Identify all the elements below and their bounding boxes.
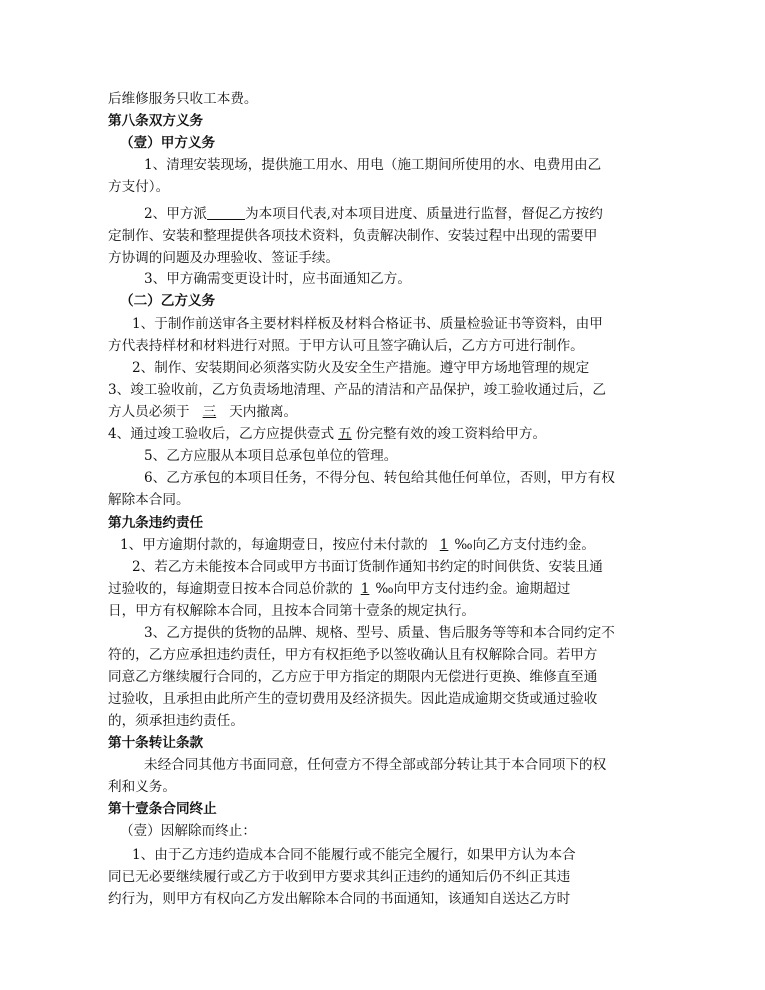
text-fragment: 天内撤离。	[229, 404, 298, 420]
text-line: 6、乙方承包的本项目任务，不得分包、转包给其他任何单位，否则，甲方有权	[144, 470, 615, 486]
text-fragment: 1、甲方逾期付款的，每逾期壹日，按应付未付款的	[120, 537, 428, 553]
text-line: 方协调的问题及办理验收、签证手续。	[108, 250, 340, 266]
article-9-heading: 第九条违约责任	[108, 515, 204, 531]
text-line: 方代表持样材和材料进行对照。于甲方认可且签字确认后，乙方方可进行制作。	[108, 338, 584, 354]
article-8-heading: 第八条双方义务	[108, 113, 204, 129]
text-line: 的，须承担违约责任。	[108, 713, 244, 729]
text-line: （壹）因解除而终止：	[120, 823, 256, 839]
text-line: 1、清理安装现场，提供施工用水、用电（施工期间所使用的水、电费用由乙	[144, 157, 602, 173]
text-line: 3、乙方提供的货物的品牌、规格、型号、质量、售后服务等等和本合同约定不	[144, 625, 615, 641]
text-line: 后维修服务只收工本费。	[108, 91, 258, 107]
text-line: 2、制作、安装期间必须落实防火及安全生产措施。遵守甲方场地管理的规定	[132, 360, 590, 376]
party-a-heading: （壹）甲方义务	[120, 135, 216, 151]
text-line: 5、乙方应服从本项目总承包单位的管理。	[144, 448, 398, 464]
text-line	[108, 401, 658, 423]
penalty-rate-a: 1	[439, 537, 449, 553]
text-line: 方支付）。	[108, 179, 170, 195]
text-line: 1、于制作前送审各主要材料样板及材料合格证书、质量检验证书等资料，由甲	[132, 316, 603, 332]
text-line	[108, 578, 658, 600]
text-line: 2、若乙方未能按本合同或甲方书面订货制作通知书约定的时间供货、安装且通	[132, 559, 603, 575]
penalty-rate-b: 1	[360, 581, 370, 597]
text-line: 同已无必要继续履行或乙方于收到甲方要求其纠正违约的通知后仍不纠正其违	[108, 869, 571, 885]
text-fragment: 为本项目代表,对本项目进度、质量进行监督，督促乙方按约	[245, 206, 603, 222]
text-fragment: ‰向甲方支付违约金。逾期超过	[375, 581, 571, 597]
text-line	[144, 203, 694, 225]
text-line: 3、竣工验收前，乙方负责场地清理、产品的清洁和产品保护，竣工验收通过后，乙	[108, 382, 607, 398]
text-line	[120, 534, 670, 556]
text-fragment: 4、通过竣工验收后，乙方应提供壹式	[108, 426, 335, 442]
days-value: 三	[202, 404, 217, 420]
text-fragment: ‰向乙方支付违约金。	[454, 537, 595, 553]
text-line: 3、甲方确需变更设计时，应书面通知乙方。	[144, 271, 411, 287]
party-b-heading: （二）乙方义务	[120, 293, 216, 309]
text-fragment: 2、甲方派	[144, 206, 208, 222]
text-fragment: 份完整有效的竣工资料给甲方。	[355, 426, 547, 442]
text-line: 日，甲方有权解除本合同，且按本合同第十壹条的规定执行。	[108, 603, 476, 619]
text-line: 1、由于乙方违约造成本合同不能履行或不能完全履行，如果甲方认为本合	[132, 847, 576, 863]
text-line: 解除本合同。	[108, 492, 190, 508]
text-line: 未经合同其他方书面同意，任何壹方不得全部或部分转让其于本合同项下的权	[144, 757, 607, 773]
text-line: 过验收，且承担由此所产生的壹切费用及经济损失。因此造成逾期交货或通过验收	[108, 691, 598, 707]
text-line: 符的，乙方应承担违约责任，甲方有权拒绝予以签收确认且有权解除合同。若甲方	[108, 647, 598, 663]
article-11-heading: 第十壹条合同终止	[108, 801, 217, 817]
text-line	[108, 423, 658, 445]
text-line: 定制作、安装和整理提供各项技术资料，负责解决制作、安装过程中出现的需要甲	[108, 228, 598, 244]
blank-underline	[207, 205, 245, 220]
text-fragment: 方人员必须于	[108, 404, 190, 420]
text-fragment: 过验收的，每逾期壹日按本合同总价款的	[108, 581, 353, 597]
article-10-heading: 第十条转让条款	[108, 735, 204, 751]
text-line: 利和义务。	[108, 779, 176, 795]
text-line: 同意乙方继续履行合同的，乙方应于甲方指定的期限内无偿进行更换、维修直至通	[108, 669, 598, 685]
copies-value: 五	[338, 426, 352, 442]
text-line: 约行为，则甲方有权向乙方发出解除本合同的书面通知，该通知自送达乙方时	[108, 891, 571, 907]
